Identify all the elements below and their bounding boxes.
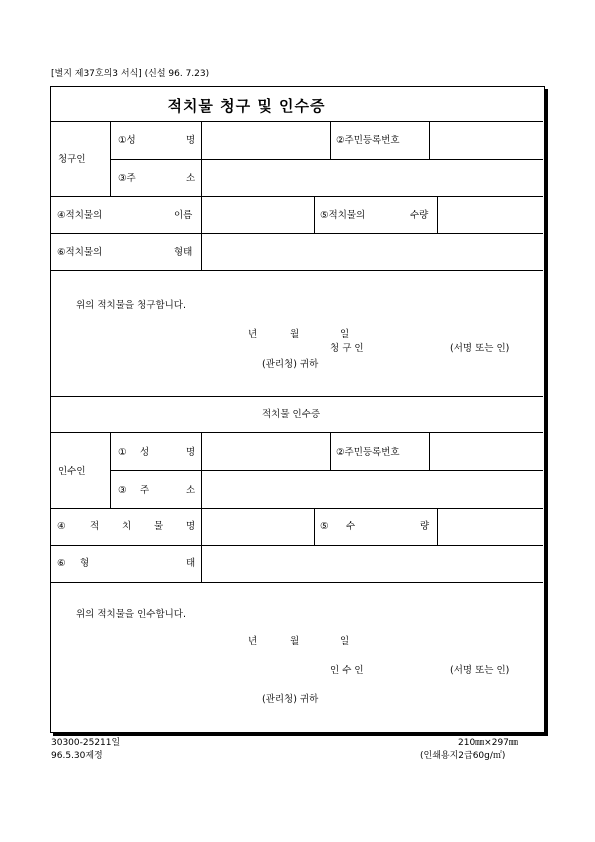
item-shape-field[interactable] xyxy=(202,234,542,269)
claimant-id-label: ②주민등록번호 xyxy=(336,135,400,146)
form-label: [별지 제37호의3 서식] (신설 96. 7.23) xyxy=(51,69,210,79)
receipt-shape-label-b: 태 xyxy=(186,558,196,569)
item-name-label: ④적치물의 xyxy=(57,210,103,221)
receiver-id-field[interactable] xyxy=(430,433,542,469)
item-name-label-tail: 이름 xyxy=(174,210,193,221)
receipt-shape-num: ⑥ xyxy=(57,558,66,569)
item-quantity-label-tail: 수량 xyxy=(410,210,429,221)
receipt-addressee: (관리청) 귀하 xyxy=(262,694,319,705)
item-quantity-label: ⑤적치물의 xyxy=(320,210,366,221)
claimant-id-field[interactable] xyxy=(430,122,542,158)
footer-code: 30300-25211일 xyxy=(51,738,121,748)
receipt-statement: 위의 적치물을 인수합니다. xyxy=(76,609,187,620)
claimant-address-label-tail: 소 xyxy=(186,173,196,184)
claim-signer-label: 청 구 인 xyxy=(330,343,364,354)
receiver-address-num: ③ xyxy=(118,485,127,496)
receipt-qty-label-b: 량 xyxy=(420,521,430,532)
receipt-item-char: 적 xyxy=(90,521,100,532)
claimant-name-label-tail: 명 xyxy=(186,135,196,146)
col-divider xyxy=(314,508,315,545)
receipt-shape-label-a: 형 xyxy=(80,558,90,569)
col-divider xyxy=(330,432,331,470)
receiver-name-label-b: 명 xyxy=(186,447,196,458)
claimant-label: 청구인 xyxy=(58,154,86,165)
receiver-id-label: ②주민등록번호 xyxy=(336,447,400,458)
row-divider xyxy=(50,582,543,583)
claimant-address-field[interactable] xyxy=(202,160,542,195)
receipt-date-month: 월 xyxy=(290,636,300,647)
receiver-name-field[interactable] xyxy=(202,433,329,469)
footer-size: 210㎜×297㎜ xyxy=(458,738,518,748)
receipt-qty-label-a: 수 xyxy=(346,521,356,532)
receipt-date-year: 년 xyxy=(248,636,258,647)
claim-addressee: (관리청) 귀하 xyxy=(262,359,319,370)
receipt-section-title: 적치물 인수증 xyxy=(262,409,321,420)
claimant-address-label: ③주 xyxy=(118,173,136,184)
item-quantity-field[interactable] xyxy=(438,197,542,232)
receipt-qty-field[interactable] xyxy=(438,509,542,544)
item-name-field[interactable] xyxy=(202,197,313,232)
col-divider xyxy=(330,121,331,159)
receiver-label: 인수인 xyxy=(58,466,86,477)
col-divider xyxy=(314,196,315,233)
claimant-name-label: ①성 xyxy=(118,135,136,146)
receipt-shape-field[interactable] xyxy=(202,546,542,581)
receipt-item-num: ④ xyxy=(57,521,66,532)
claim-date-month: 월 xyxy=(290,329,300,340)
receipt-item-field[interactable] xyxy=(202,509,313,544)
claim-statement: 위의 적치물을 청구합니다. xyxy=(76,300,187,311)
row-divider xyxy=(50,270,543,271)
receipt-item-char: 치 xyxy=(122,521,132,532)
receiver-address-label-b: 소 xyxy=(186,485,196,496)
claim-sign-note: (서명 또는 인) xyxy=(450,343,510,354)
receipt-item-char: 물 xyxy=(154,521,164,532)
receiver-address-field[interactable] xyxy=(202,471,542,507)
claim-date-year: 년 xyxy=(248,329,258,340)
receiver-name-label-a: 성 xyxy=(140,447,150,458)
receipt-sign-note: (서명 또는 인) xyxy=(450,665,510,676)
item-shape-label-tail: 형태 xyxy=(174,247,193,258)
row-divider xyxy=(50,396,543,397)
claimant-name-field[interactable] xyxy=(202,122,329,158)
col-divider xyxy=(110,121,111,196)
receipt-qty-num: ⑤ xyxy=(320,521,329,532)
item-shape-label: ⑥적치물의 xyxy=(57,247,103,258)
col-divider xyxy=(110,432,111,508)
receipt-signer-label: 인 수 인 xyxy=(330,665,364,676)
receipt-item-char: 명 xyxy=(186,521,196,532)
receipt-date-day: 일 xyxy=(340,636,350,647)
receiver-name-num: ① xyxy=(118,447,127,458)
claim-date-day: 일 xyxy=(340,329,350,340)
footer-enacted: 96.5.30제정 xyxy=(51,751,103,761)
receiver-address-label-a: 주 xyxy=(140,485,150,496)
footer-paper: (인쇄용지2급60g/㎡) xyxy=(420,751,506,761)
form-title: 적치물 청구 및 인수증 xyxy=(167,97,326,115)
